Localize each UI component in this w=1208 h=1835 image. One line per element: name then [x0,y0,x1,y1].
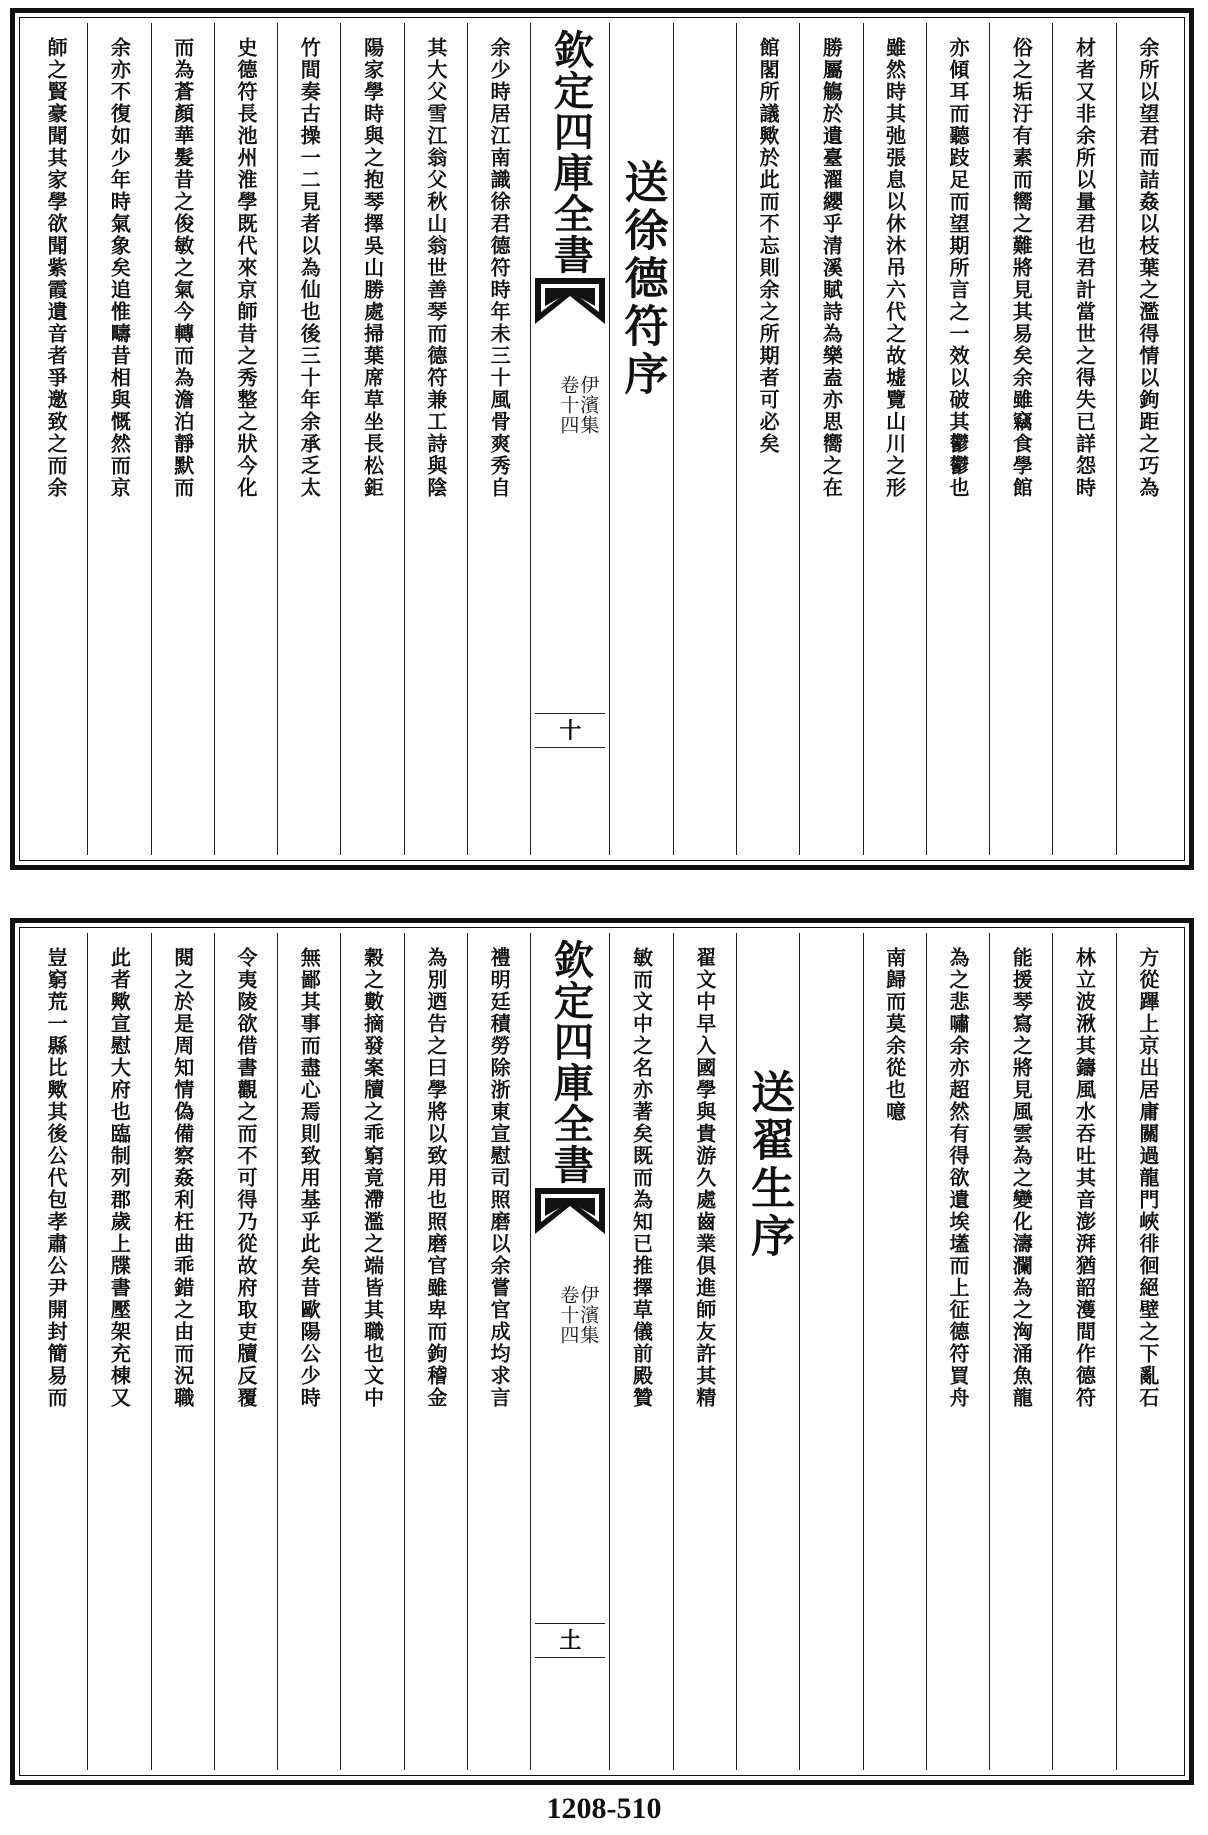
center-fold-strip [530,933,609,1770]
column-text: 能援琴寫之將見風雲為之變化濤瀾為之洶涌魚龍 [1009,947,1034,1409]
text-column [87,23,150,855]
volume-label: 卷十四 [557,1285,580,1345]
column-text: 翟文中早入國學與貴游久處齒業俱進師友許其精 [692,947,717,1409]
text-column [277,23,340,855]
column-text: 館閣所議歟於此而不忘則余之所期者可必矣 [756,37,781,455]
upper-columns [25,23,1179,855]
column-text: 亦傾耳而聽跂足而望期所言之一效以破其鬱鬱也 [945,37,970,499]
column-text: 無鄙其事而盡心焉則致用基乎此矣昔歐陽公少時 [297,947,322,1409]
column-text: 南歸而莫余從也噫 [882,947,907,1123]
text-column [673,23,736,855]
column-text: 史德符長池州淮學既代來京師昔之秀整之狀今化 [233,37,258,499]
column-text: 余所以望君而詰姦以枝葉之濫得情以鉤距之巧為 [1135,37,1160,499]
text-column [863,933,926,1770]
book-title: 欽定四庫全書 [547,939,595,1185]
column-text: 為別迺告之曰學將以致用也照磨官雖卑而鉤稽金 [423,947,448,1409]
upper-half-page [10,8,1194,870]
column-text: 勝屬觴於遺臺濯纓乎清溪賦詩為樂盍亦思嚮之在 [819,37,844,499]
text-column [736,23,799,855]
collection-name: 伊濱集 [577,1285,600,1345]
text-column [25,23,87,855]
column-text: 林立波湫其鑄風水吞吐其音澎湃猶韶濩間作德符 [1072,947,1097,1409]
folio-number: 十 [559,718,582,744]
text-column [151,933,214,1770]
section-title-column [736,933,799,1770]
column-text: 竹間奏古操一二見者以為仙也後三十年余承乏太 [297,37,322,499]
text-column [1052,933,1115,1770]
text-column [609,933,672,1770]
column-text: 雖然時其弛張息以休沐吊六代之故墟覽山川之形 [882,37,907,499]
text-column [1116,933,1179,1770]
column-text: 禮明廷積勞除浙東宣慰司照磨以余嘗官成均求言 [487,947,512,1409]
volume-label: 卷十四 [557,375,580,435]
text-column [673,933,736,1770]
section-title: 送徐德符序 [616,159,668,399]
text-column [25,933,87,1770]
text-column [467,933,530,1770]
column-text: 余亦不復如少年時氣象矣追惟疇昔相與慨然而京 [107,37,132,499]
section-title-column [609,23,672,855]
lower-columns [25,933,1179,1770]
text-column [989,933,1052,1770]
folio-rule-bottom [535,747,605,748]
section-title: 送翟生序 [743,1069,795,1261]
text-column [404,23,467,855]
text-column [340,23,403,855]
text-column [340,933,403,1770]
column-text: 余少時居江南識徐君德符時年未三十風骨爽秀自 [487,37,512,499]
column-text: 令夷陵欲借書觀之而不可得乃從故府取吏牘反覆 [233,947,258,1409]
text-column [1052,23,1115,855]
column-text: 豈窮荒一縣比歟其後公代包孝肅公尹開封簡易而 [44,947,69,1409]
book-title: 欽定四庫全書 [547,29,595,275]
collection-name: 伊濱集 [577,375,600,435]
column-text: 方從蹕上京出居庸關過龍門峽徘徊絕壁之下亂石 [1135,947,1160,1409]
text-column [863,23,926,855]
column-text: 陽家學時與之抱琴擇吳山勝處掃葉席草坐長松鉅 [360,37,385,499]
center-fold-strip [530,23,609,855]
text-column [799,23,862,855]
text-column [404,933,467,1770]
text-column [214,23,277,855]
fishtail-mark-icon [535,278,605,324]
column-text: 敏而文中之名亦著矣既而為知已推擇草儀前殿贊 [629,947,654,1409]
column-text: 穀之數摘發案牘之乖窮竟滯濫之端皆其職也文中 [360,947,385,1409]
column-text: 為之悲嘯余亦超然有得欲遺埃壒而上征德符買舟 [945,947,970,1409]
text-column [799,933,862,1770]
column-text: 其大父雪江翁父秋山翁世善琴而德符兼工詩與陰 [423,37,448,499]
text-column [989,23,1052,855]
text-column [926,23,989,855]
column-text: 材者又非余所以量君也君計當世之得失已詳怨時 [1072,37,1097,499]
text-column [467,23,530,855]
page-number: 1208-510 [546,1792,662,1825]
folio-rule-bottom [535,1657,605,1658]
column-text: 而為蒼顏華髮昔之俊敏之氣今轉而為澹泊靜默而 [170,37,195,499]
text-column [151,23,214,855]
folio-rule-top [535,1623,605,1624]
lower-half-page [10,918,1194,1785]
text-column [87,933,150,1770]
column-text: 師之賢豪聞其家學欲聞紫霞遺音者爭邀致之而余 [44,37,69,499]
column-text: 此者歟宣慰大府也臨制列郡歲上牒書壓架充棟又 [107,947,132,1409]
text-column [277,933,340,1770]
text-column [926,933,989,1770]
column-text: 俗之垢汙有素而嚮之難將見其易矣余雖竊食學館 [1009,37,1034,499]
fishtail-mark-icon [535,1188,605,1234]
text-column [1116,23,1179,855]
text-column [214,933,277,1770]
folio-number: 土 [559,1628,582,1654]
column-text: 閱之於是周知情偽備察姦利枉曲乖錯之由而況職 [170,947,195,1409]
folio-rule-top [535,713,605,714]
